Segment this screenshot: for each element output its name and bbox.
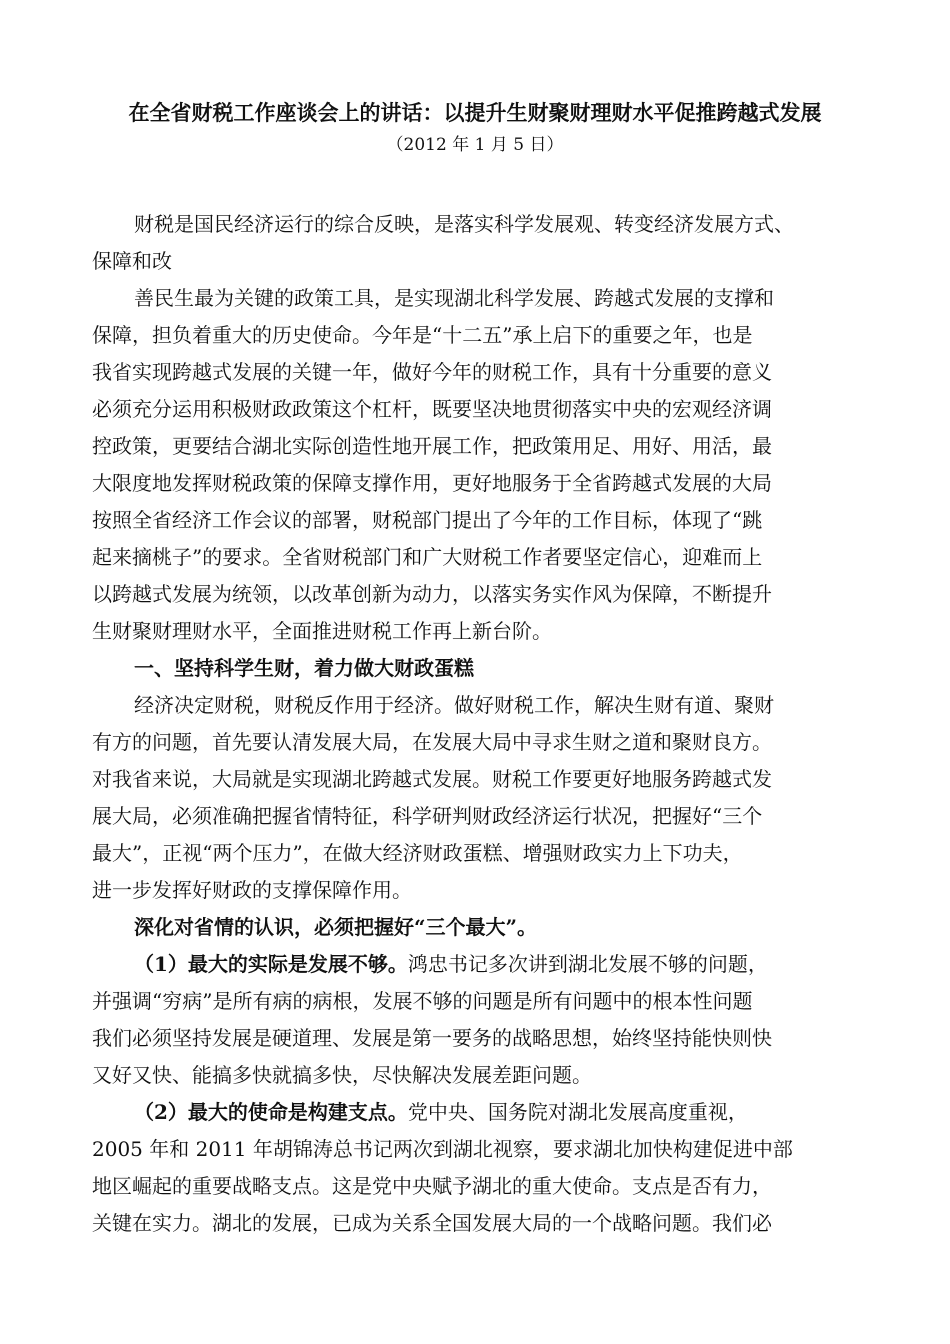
subsection-heading: 深化对省情的认识，必须把握好“三个最大”。 bbox=[134, 915, 538, 939]
paragraph-line: 又好又快、能搞多快就搞多快，尽快解决发展差距问题。 bbox=[92, 1063, 592, 1087]
item-text: 鸿忠书记多次讲到湖北发展不够的问题， bbox=[407, 952, 768, 976]
item-lead: 最大的实际是发展不够。 bbox=[187, 952, 408, 976]
paragraph-line: 保障，担负着重大的历史使命。今年是“十二五”承上启下的重要之年，也是 bbox=[92, 323, 753, 347]
item-number: （2） bbox=[134, 1100, 188, 1124]
document-title: 在全省财税工作座谈会上的讲话：以提升生财聚财理财水平促推跨越式发展 bbox=[128, 100, 822, 125]
item-text: 党中央、国务院对湖北发展高度重视， bbox=[407, 1100, 748, 1124]
paragraph-line: 我省实现跨越式发展的关键一年，做好今年的财税工作，具有十分重要的意义 bbox=[92, 360, 772, 384]
section-heading: 一、坚持科学生财，着力做大财政蛋糕 bbox=[134, 656, 474, 680]
paragraph-line: 控政策，更要结合湖北实际创造性地开展工作，把政策用足、用好、用活，最 bbox=[92, 434, 772, 458]
paragraph-line: 保障和改 bbox=[92, 249, 172, 273]
paragraph-line: 最大”，正视“两个压力”，在做大经济财政蛋糕、增强财政实力上下功夫， bbox=[92, 841, 743, 865]
paragraph-line: 大限度地发挥财税政策的保障支撑作用，更好地服务于全省跨越式发展的大局 bbox=[92, 471, 772, 495]
paragraph-line: 经济决定财税，财税反作用于经济。做好财税工作，解决生财有道、聚财 bbox=[134, 693, 774, 717]
paragraph-line: 关键在实力。湖北的发展，已成为关系全国发展大局的一个战略问题。我们必 bbox=[92, 1211, 772, 1235]
item-lead: 最大的使命是构建支点。 bbox=[187, 1100, 408, 1124]
paragraph-line: 以跨越式发展为统领，以改革创新为动力，以落实务实作风为保障，不断提升 bbox=[92, 582, 772, 606]
paragraph-line: 按照全省经济工作会议的部署，财税部门提出了今年的工作目标，体现了“跳 bbox=[92, 508, 763, 532]
paragraph-line: 必须充分运用积极财政政策这个杠杆，既要坚决地贯彻落实中央的宏观经济调 bbox=[92, 397, 772, 421]
paragraph-line: 展大局，必须准确把握省情特征，科学研判财政经济运行状况，把握好“三个 bbox=[92, 804, 763, 828]
paragraph-line: 并强调“穷病”是所有病的病根，发展不够的问题是所有问题中的根本性问题 bbox=[92, 989, 753, 1013]
document-date: （2012 年 1 月 5 日） bbox=[386, 135, 564, 155]
paragraph-line: 财税是国民经济运行的综合反映，是落实科学发展观、转变经济发展方式、 bbox=[134, 212, 794, 236]
paragraph-line: 对我省来说，大局就是实现湖北跨越式发展。财税工作要更好地服务跨越式发 bbox=[92, 767, 772, 791]
paragraph-line: 生财聚财理财水平，全面推进财税工作再上新台阶。 bbox=[92, 619, 552, 643]
paragraph-line: 我们必须坚持发展是硬道理、发展是第一要务的战略思想，始终坚持能快则快 bbox=[92, 1026, 772, 1050]
paragraph-line: 有方的问题，首先要认清发展大局，在发展大局中寻求生财之道和聚财良方。 bbox=[92, 730, 772, 754]
item-number: （1） bbox=[134, 952, 188, 976]
paragraph-line: 进一步发挥好财政的支撑保障作用。 bbox=[92, 878, 412, 902]
paragraph-line: 地区崛起的重要战略支点。这是党中央赋予湖北的重大使命。支点是否有力， bbox=[92, 1174, 772, 1198]
paragraph-line: 2005 年和 2011 年胡锦涛总书记两次到湖北视察，要求湖北加快构建促进中部 bbox=[92, 1137, 793, 1161]
numbered-paragraph-start bbox=[134, 1097, 748, 1127]
paragraph-line: 善民生最为关键的政策工具，是实现湖北科学发展、跨越式发展的支撑和 bbox=[134, 286, 774, 310]
numbered-paragraph-start bbox=[134, 949, 768, 979]
paragraph-line: 起来摘桃子”的要求。全省财税部门和广大财税工作者要坚定信心，迎难而上 bbox=[92, 545, 763, 569]
